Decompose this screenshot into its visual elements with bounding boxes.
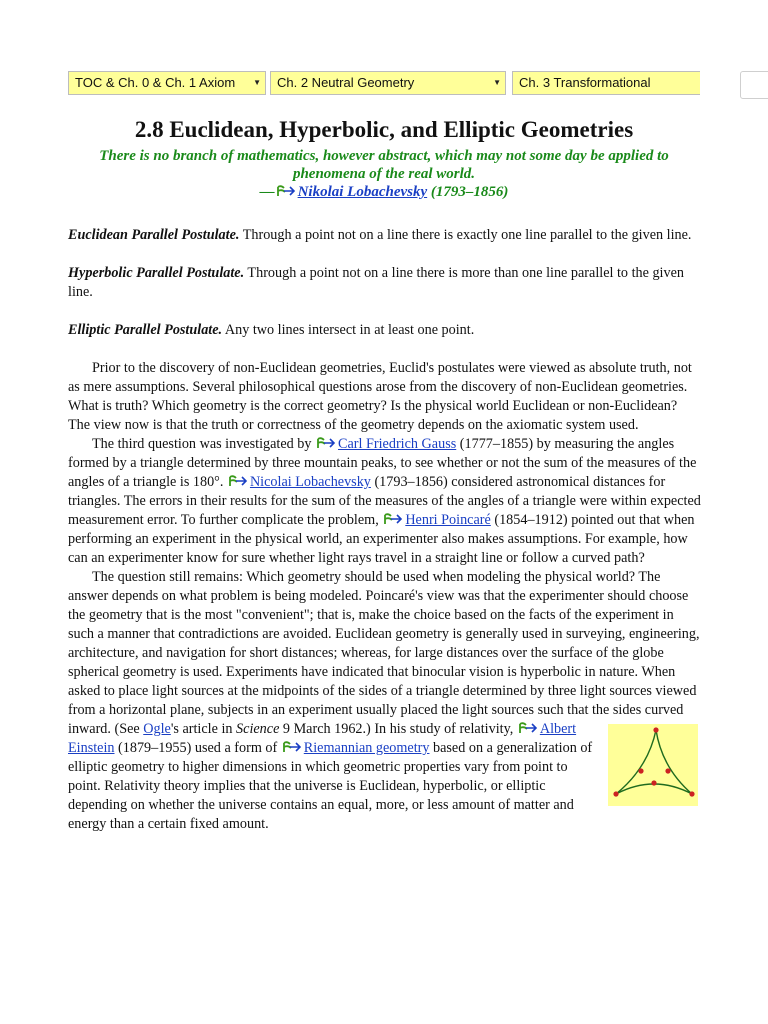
chevron-down-icon: ▼ bbox=[253, 78, 261, 87]
chapter-select-toc-label: TOC & Ch. 0 & Ch. 1 Axiom bbox=[75, 75, 236, 90]
postulate-text: Through a point not on a line there is exactly one line parallel to the given line. bbox=[239, 227, 692, 243]
mactutor-icon[interactable] bbox=[227, 474, 249, 488]
mactutor-icon[interactable] bbox=[315, 436, 337, 450]
ogle-link[interactable]: Ogle bbox=[143, 721, 171, 737]
elliptic-postulate bbox=[68, 321, 702, 340]
quote-author-link[interactable]: Nikolai Lobachevsky bbox=[297, 184, 428, 200]
mactutor-icon[interactable] bbox=[281, 740, 303, 754]
text-run: The question still remains: Which geometry should be used when modeling the physical world? The answer depends on what problem is being modeled. Poincaré's view was that the experimenter should choose the geometry that is the most "convenient"; that is, make the choice based on the facts of the experiment in such a manner that contradictions are avoided. Euclidean geometry is generally used in surveying, engineering, architecture, and navigation for short distances; whereas, for large distances over the surface of the globe spherical geometry is used. Experiments have indicated that binocular vision is hyperbolic in nature. When asked to place light sources at the midpoints of the sides of a triangle determined by three light sources viewed from a horizontal plane, subjects in an experiment usually placed the light sources such that the sides curved inward. (See bbox=[68, 569, 700, 737]
quote-dash: — bbox=[259, 184, 275, 200]
text-run: 9 March 1962.) In his study of relativity, bbox=[279, 721, 517, 737]
curved-triangle-figure bbox=[608, 724, 698, 806]
epigraph bbox=[64, 147, 704, 201]
mactutor-icon[interactable] bbox=[517, 721, 539, 735]
paragraph-truth: Prior to the discovery of non-Euclidean geometries, Euclid's postulates were viewed as absolute truth, not as mere assumptions. Several philosophical questions arose from the discovery of non-Euclidean geometries. What is truth? Which geometry is the correct geometry? Is the physical world Euclidean or non-Euclidean? The view now is that the truth or correctness of the geometry depends on the axiomatic system used. bbox=[68, 360, 692, 433]
page-title: 2.8 Euclidean, Hyperbolic, and Elliptic Geometries bbox=[134, 117, 634, 142]
text-run: (1793–1856) considered astronomical distances for triangles. The errors in their results for the sum of the measures of the angles of a triangle were within expected measurement error. To further complicate the problem, bbox=[68, 474, 701, 528]
gauss-link[interactable]: Carl Friedrich Gauss bbox=[338, 436, 457, 452]
text-run: 's article in bbox=[170, 721, 237, 737]
postulate-label: Hyperbolic Parallel Postulate. bbox=[68, 265, 245, 281]
quote-text: There is no branch of mathematics, however abstract, which may not some day be applied to phenomena of the real world. bbox=[99, 148, 669, 182]
chapter-select-toc[interactable] bbox=[68, 71, 266, 95]
text-run: (1854–1912) pointed out that when performing an experiment in the physical world, an experimenter also makes assumptions. For example, how can an experimenter know for sure whether light rays travel in a straight line or follow a curved path? bbox=[68, 512, 695, 566]
text-run: (1879–1955) used a form of bbox=[114, 740, 281, 756]
postulate-text: Any two lines intersect in at least one point. bbox=[222, 322, 475, 338]
text-run: (1777–1855) by measuring the angles formed by a triangle determined by three mountain peaks, to see whether or not the sum of the measures of the angles of a triangle is 180°. bbox=[68, 436, 697, 490]
paragraph-measurements bbox=[68, 435, 702, 568]
chevron-down-icon: ▼ bbox=[493, 78, 501, 87]
article-body bbox=[68, 226, 702, 834]
partial-control[interactable] bbox=[740, 71, 768, 99]
chapter-select-ch2[interactable] bbox=[270, 71, 506, 95]
postulate-text: Through a point not on a line there is more than one line parallel to the given line. bbox=[68, 265, 684, 300]
hyperbolic-postulate bbox=[68, 264, 702, 302]
lobachevsky-link[interactable]: Nicolai Lobachevsky bbox=[249, 474, 371, 490]
euclidean-postulate bbox=[68, 226, 702, 245]
riemannian-geometry-link[interactable]: Riemannian geometry bbox=[303, 740, 430, 756]
chapter-select-ch3-label: Ch. 3 Transformational bbox=[519, 75, 651, 90]
chapter-select-ch3[interactable] bbox=[512, 71, 700, 95]
paragraph-modeling bbox=[68, 568, 702, 834]
mactutor-icon[interactable] bbox=[382, 512, 404, 526]
text-run: based on a generalization of elliptic geometry to higher dimensions in which geometric properties vary from point to point. Relativity theory implies that the universe is Euclidean, hyperbolic, or elliptic depending on whether the universe contains an equal, more, or less amount of matter and energy than a certain fixed amount. bbox=[68, 740, 593, 832]
mactutor-icon[interactable] bbox=[275, 184, 297, 198]
poincare-link[interactable]: Henri Poincaré bbox=[405, 512, 491, 528]
postulate-label: Euclidean Parallel Postulate. bbox=[68, 227, 240, 243]
postulate-label: Elliptic Parallel Postulate. bbox=[68, 322, 223, 338]
chapter-select-ch2-label: Ch. 2 Neutral Geometry bbox=[277, 75, 415, 90]
einstein-link[interactable]: Albert Einstein bbox=[68, 721, 577, 756]
journal-name: Science bbox=[236, 721, 280, 737]
quote-author-dates: (1793–1856) bbox=[430, 184, 509, 200]
text-run: The third question was investigated by bbox=[92, 436, 316, 452]
